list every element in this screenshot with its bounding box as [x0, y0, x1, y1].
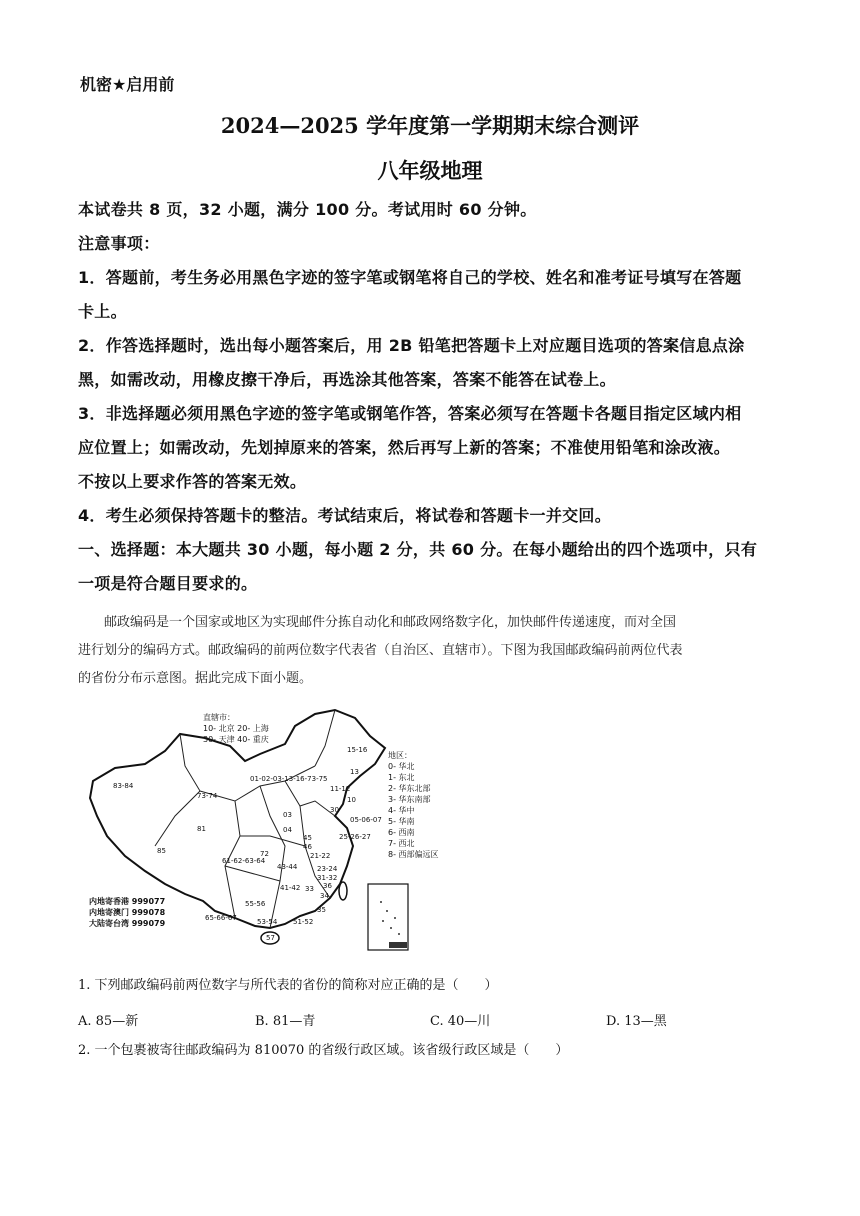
question-1-stem: 1. 下列邮政编码前两位数字与所代表的省份的简称对应正确的是（ ）: [78, 978, 498, 993]
code-label: 21-22: [310, 852, 331, 860]
section-1-heading-cont: 一项是符合题目要求的。: [78, 574, 258, 593]
notice-item-4: 4．考生必须保持答题卡的整洁。考试结束后，将试卷和答题卡一并交回。: [78, 506, 612, 525]
code-label: 53-54: [257, 918, 278, 926]
code-label: 15-16: [347, 746, 368, 754]
code-label: 45: [303, 834, 312, 842]
postal-code-map: [85, 706, 465, 954]
code-label: 61-62-63-64: [222, 857, 266, 865]
code-label: 30: [330, 806, 339, 814]
legend-region-1: 1- 东北: [388, 773, 415, 782]
code-label: 23-24: [317, 865, 338, 873]
legend-region-6: 6- 西南: [388, 828, 415, 837]
question-1-option-b[interactable]: B. 81—青: [255, 1014, 316, 1029]
special-hk: 内地寄香港 999077: [89, 897, 166, 906]
legend-region-0: 0- 华北: [388, 762, 415, 771]
passage-line-3: 的省份分布示意图。据此完成下面小题。: [78, 671, 313, 686]
notice-item-2-cont: 黑，如需改动，用橡皮擦干净后，再选涂其他答案，答案不能答在试卷上。: [78, 370, 616, 389]
legend-municipal-2: 30- 天津 40- 重庆: [203, 735, 269, 744]
code-label: 41-42: [280, 884, 301, 892]
notice-label: 注意事项：: [78, 234, 160, 253]
question-1-option-a[interactable]: A. 85—新: [78, 1014, 139, 1029]
code-label: 55-56: [245, 900, 266, 908]
confidential-label: 机密★启用前: [80, 75, 175, 94]
code-label: 35: [317, 906, 326, 914]
code-label: 10: [347, 796, 356, 804]
notice-item-3-cont2: 不按以上要求作答的答案无效。: [78, 472, 307, 491]
special-tw: 大陆寄台湾 999079: [89, 919, 166, 928]
code-label: 43-44: [277, 863, 298, 871]
notice-item-3: 3．非选择题必须用黑色字迹的签字笔或钢笔作答，答案必须写在答题卡各题目指定区域内相: [78, 404, 742, 423]
notice-item-1: 1．答题前，考生务必用黑色字迹的签字笔或钢笔将自己的学校、姓名和准考证号填写在答题: [78, 268, 742, 287]
code-label: 36: [323, 882, 332, 890]
code-label: 31-32: [317, 874, 338, 882]
passage-line-2: 进行划分的编码方式。邮政编码的前两位数字代表省（自治区、直辖市）。下图为我国邮政编码前两位代表: [78, 643, 683, 658]
section-1-heading: 一、选择题：本大题共 30 小题，每小题 2 分，共 60 分。在每小题给出的四个选项中，只有: [78, 540, 758, 559]
code-label: 73-74: [197, 792, 218, 800]
legend-region-2: 2- 华东北部: [388, 784, 431, 793]
code-label: 72: [260, 850, 269, 858]
code-label: 51-52: [293, 918, 314, 926]
intro-line: 本试卷共 8 页，32 小题，满分 100 分。考试用时 60 分钟。: [78, 200, 537, 219]
notice-item-3-cont: 应位置上；如需改动，先划掉原来的答案，然后再写上新的答案；不准使用铅笔和涂改液。: [78, 438, 731, 457]
passage-line-1: 邮政编码是一个国家或地区为实现邮件分拣自动化和邮政网络数字化，加快邮件传递速度，而对全国: [104, 615, 677, 630]
special-mo: 内地寄澳门 999078: [89, 908, 166, 917]
legend-region-5: 5- 华南: [388, 817, 415, 826]
question-2-stem: 2. 一个包裹被寄往邮政编码为 810070 的省级行政区域。该省级行政区域是（ ）: [78, 1043, 569, 1058]
exam-title: 2024—2025 学年度第一学期期末综合测评: [220, 113, 640, 138]
code-label: 04: [283, 826, 292, 834]
code-label: 81: [197, 825, 206, 833]
legend-region-3: 3- 华东南部: [388, 795, 431, 804]
code-label: 05-06-07: [350, 816, 382, 824]
code-label: 33: [305, 885, 314, 893]
question-1-option-d[interactable]: D. 13—黑: [606, 1014, 667, 1029]
code-label: 57: [266, 934, 275, 942]
code-label: 83-84: [113, 782, 134, 790]
legend-region-4: 4- 华中: [388, 806, 415, 815]
code-label: 13: [350, 768, 359, 776]
notice-item-1-cont: 卡上。: [78, 302, 127, 321]
code-label: 11-12: [330, 785, 351, 793]
legend-municipal-1: 10- 北京 20- 上海: [203, 724, 269, 733]
legend-region-title: 地区：: [388, 751, 412, 760]
question-1-option-c[interactable]: C. 40—川: [430, 1014, 491, 1029]
legend-region-8: 8- 西部偏远区: [388, 850, 439, 859]
code-label: 85: [157, 847, 166, 855]
code-label: 34: [320, 892, 329, 900]
code-label: 03: [283, 811, 292, 819]
exam-subtitle: 八年级地理: [377, 158, 483, 183]
code-label: 46: [303, 843, 312, 851]
code-label: 65-66-67: [205, 914, 237, 922]
code-label: 01-02-03-13-16-73-75: [250, 775, 328, 783]
notice-item-2: 2．作答选择题时，选出每小题答案后，用 2B 铅笔把答题卡上对应题目选项的答案信息点涂: [78, 336, 745, 355]
legend-region-7: 7- 西北: [388, 839, 415, 848]
legend-municipal-title: 直辖市：: [203, 713, 235, 722]
code-label: 25-26-27: [339, 833, 371, 841]
